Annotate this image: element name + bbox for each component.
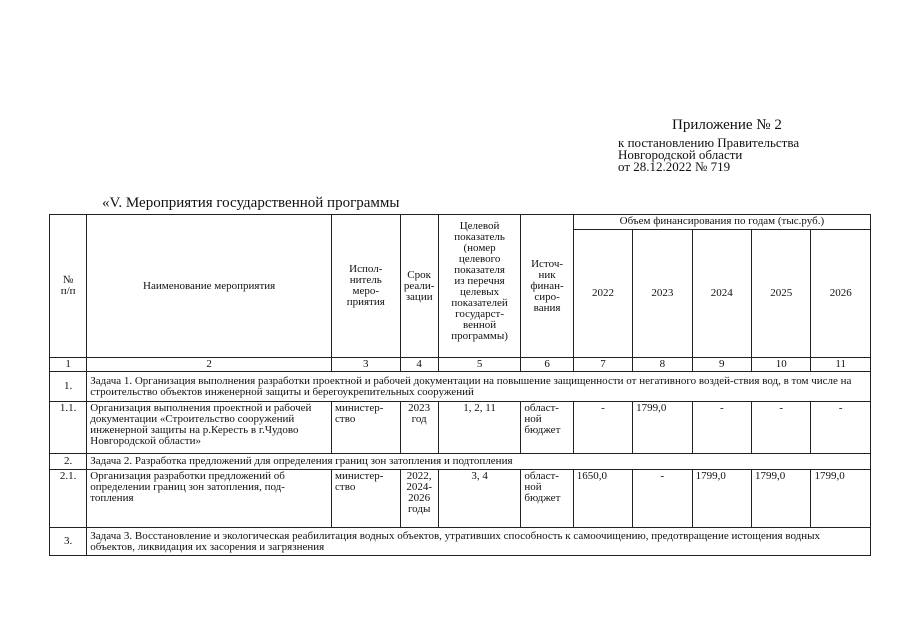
task-text: Задача 1. Организация выполнения разработки проектной и рабочей документации на повышение защищенности от негативного воздей-ствия вод, в том числе на строительство объектов инженерной защиты и берегоукрепительных сооружений <box>87 372 871 402</box>
activity-executor: министер- ство <box>332 470 400 528</box>
funding-2025: 1799,0 <box>752 470 811 528</box>
header-year-2022: 2022 <box>573 230 632 358</box>
column-number: 5 <box>438 358 521 372</box>
column-number: 2 <box>87 358 332 372</box>
activity-term: 2022, 2024- 2026 годы <box>400 470 438 528</box>
header-year-2025: 2025 <box>752 230 811 358</box>
funding-2026: - <box>811 402 871 454</box>
activity-source: област- ной бюджет <box>521 470 573 528</box>
funding-2024: 1799,0 <box>692 470 751 528</box>
header-row-1 <box>50 215 871 230</box>
column-number: 10 <box>752 358 811 372</box>
task-row <box>50 528 871 556</box>
column-number: 8 <box>633 358 692 372</box>
header-num: № п/п <box>50 215 87 358</box>
funding-2023: 1799,0 <box>633 402 692 454</box>
task-number: 1. <box>50 372 87 402</box>
funding-2024: - <box>692 402 751 454</box>
activity-target: 1, 2, 11 <box>438 402 521 454</box>
header-source: Источ- ник финан- сиро- вания <box>521 215 573 358</box>
header-target: Целевой показатель (номер целевого показателя из перечня целевых показателей государст- венной программы) <box>438 215 521 358</box>
decree-reference: к постановлению Правительства Новгородской области от 28.12.2022 № 719 <box>618 135 800 174</box>
funding-2022: - <box>573 402 632 454</box>
task-row <box>50 372 871 402</box>
header-funding: Объем финансирования по годам (тыс.руб.) <box>573 215 870 230</box>
task-number: 2. <box>50 454 87 470</box>
appendix-number: Приложение № 2 <box>672 117 782 133</box>
activity-number: 2.1. <box>50 470 87 528</box>
column-number: 11 <box>811 358 871 372</box>
task-row <box>50 454 871 470</box>
activity-term: 2023 год <box>400 402 438 454</box>
activity-row <box>50 402 871 454</box>
program-activities-table <box>49 214 871 556</box>
header-year-2024: 2024 <box>692 230 751 358</box>
column-number: 1 <box>50 358 87 372</box>
column-number: 6 <box>521 358 573 372</box>
column-number: 4 <box>400 358 438 372</box>
funding-2025: - <box>752 402 811 454</box>
funding-2022: 1650,0 <box>573 470 632 528</box>
activity-number: 1.1. <box>50 402 87 454</box>
task-number: 3. <box>50 528 87 556</box>
funding-2023: - <box>633 470 692 528</box>
header-term: Срок реали- зации <box>400 215 438 358</box>
task-text: Задача 3. Восстановление и экологическая реабилитация водных объектов, утративших способность к самоочищению, предотвращение истощения водных объектов, ликвидация их засорения и загрязнения <box>87 528 871 556</box>
header-executor: Испол- нитель меро- приятия <box>332 215 400 358</box>
column-number: 7 <box>573 358 632 372</box>
activity-executor: министер- ство <box>332 402 400 454</box>
funding-2026: 1799,0 <box>811 470 871 528</box>
header-year-2023: 2023 <box>633 230 692 358</box>
header-year-2026: 2026 <box>811 230 871 358</box>
column-numbers-row <box>50 358 871 372</box>
activity-source: област- ной бюджет <box>521 402 573 454</box>
column-number: 3 <box>332 358 400 372</box>
section-title: «V. Мероприятия государственной программы <box>102 195 400 211</box>
activity-target: 3, 4 <box>438 470 521 528</box>
activity-name: Организация выполнения проектной и рабочей документации «Строительство сооружений инженерной защиты на р.Кересть в г.Чудово Новгородской области» <box>87 402 332 454</box>
column-number: 9 <box>692 358 751 372</box>
header-name: Наименование мероприятия <box>87 215 332 358</box>
activity-row <box>50 470 871 528</box>
activity-name: Организация разработки предложений об определении границ зон затопления, под-топления <box>87 470 332 528</box>
task-text: Задача 2. Разработка предложений для определения границ зон затопления и подтопления <box>87 454 871 470</box>
